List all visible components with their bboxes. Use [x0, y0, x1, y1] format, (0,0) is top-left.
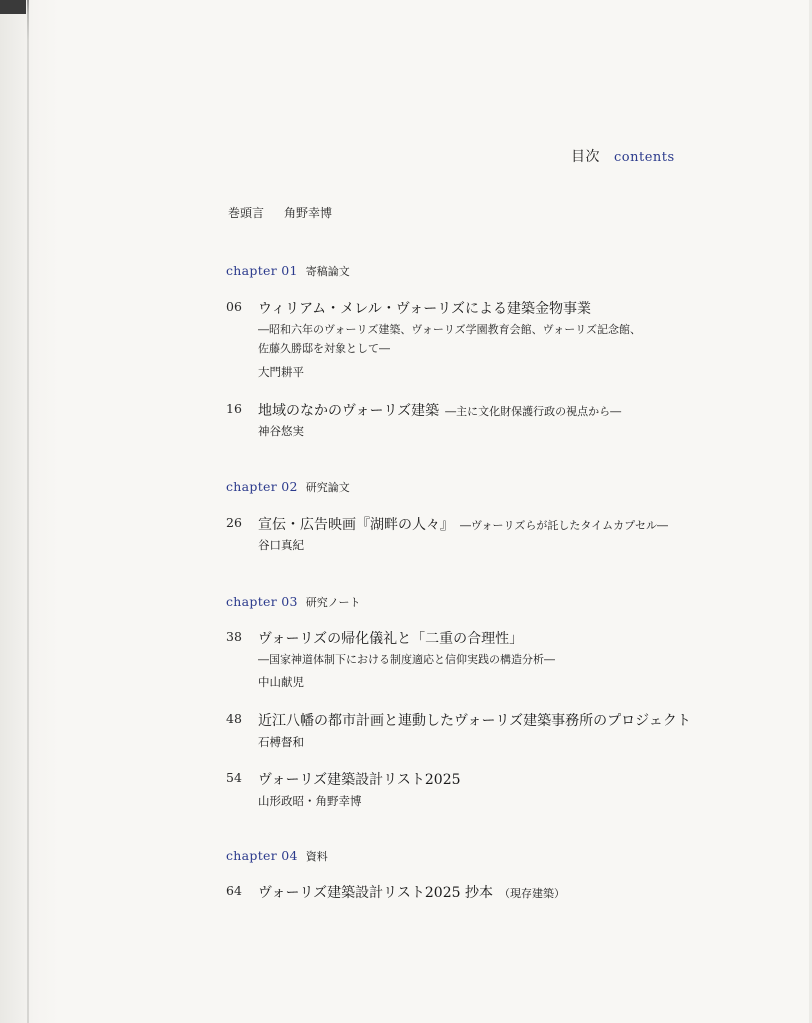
entry-title: ヴォーリズの帰化儀礼と「二重の合理性」 — [258, 631, 524, 647]
entry-subtitle-line: ―国家神道体制下における制度適応と信仰実践の構造分析― — [258, 653, 555, 666]
scan-edge — [0, 0, 26, 14]
chapter-category: 資料 — [305, 850, 328, 863]
entry-title — [258, 514, 668, 534]
entry-title — [258, 400, 621, 420]
page-number: 64 — [226, 883, 242, 898]
foreword-label: 巻頭言 — [228, 206, 265, 220]
entry-title-sub: ―主に文化財保護行政の視点から― — [445, 405, 622, 418]
page-number: 26 — [226, 515, 242, 530]
chapter-category: 研究ノート — [305, 596, 361, 609]
entry-title: ヴォーリズ建築設計リスト2025 — [258, 772, 461, 788]
entry-author: 石榑督和 — [258, 735, 304, 749]
entry-title: 近江八幡の都市計画と連動したヴォーリズ建築事務所のプロジェクト — [258, 713, 691, 729]
chapter-category: 研究論文 — [305, 481, 350, 494]
page-gutter — [27, 0, 29, 1023]
entry-author: 大門耕平 — [258, 365, 304, 379]
page-number: 38 — [226, 629, 242, 644]
page-number: 48 — [226, 711, 242, 726]
entry-title-main: 地域のなかのヴォーリズ建築 — [258, 403, 440, 419]
page-title-jp: 目次 — [571, 149, 600, 165]
entry-title: ウィリアム・メレル・ヴォーリズによる建築金物事業 — [258, 301, 591, 317]
entry-title — [258, 882, 565, 902]
entry-subtitle-line: 佐藤久勝邸を対象として― — [258, 342, 390, 355]
entry-title-sub: ―ヴォーリズらが託したタイムカプセル― — [460, 519, 669, 532]
entry-title-sub: （現存建築） — [498, 887, 565, 900]
chapter-label: chapter 01 — [226, 263, 298, 278]
entry-author: 山形政昭・角野幸博 — [258, 794, 362, 808]
entry-author: 神谷悠実 — [258, 424, 304, 438]
entry-author: 中山献児 — [258, 675, 304, 689]
page-number: 06 — [226, 299, 242, 314]
chapter-label: chapter 02 — [226, 479, 298, 494]
chapter-heading-04 — [226, 848, 328, 864]
page-number: 16 — [226, 401, 242, 416]
entry-subtitle-line: ―昭和六年のヴォーリズ建築、ヴォーリズ学園教育会館、ヴォーリズ記念館、 — [258, 323, 642, 336]
chapter-heading-03 — [226, 594, 360, 610]
foreword-author: 角野幸博 — [284, 206, 333, 220]
entry-title-main: ヴォーリズ建築設計リスト2025 抄本 — [258, 885, 493, 901]
chapter-heading-01 — [226, 263, 350, 279]
entry-title-main: 宣伝・広告映画『湖畔の人々』 — [258, 517, 454, 533]
chapter-category: 寄稿論文 — [305, 265, 350, 278]
entry-author: 谷口真紀 — [258, 538, 304, 552]
page-number: 54 — [226, 770, 242, 785]
chapter-label: chapter 04 — [226, 848, 298, 863]
chapter-label: chapter 03 — [226, 594, 298, 609]
chapter-heading-02 — [226, 479, 350, 495]
page-title — [571, 146, 675, 166]
foreword-entry[interactable] — [228, 204, 332, 221]
page-title-en: contents — [614, 150, 675, 165]
